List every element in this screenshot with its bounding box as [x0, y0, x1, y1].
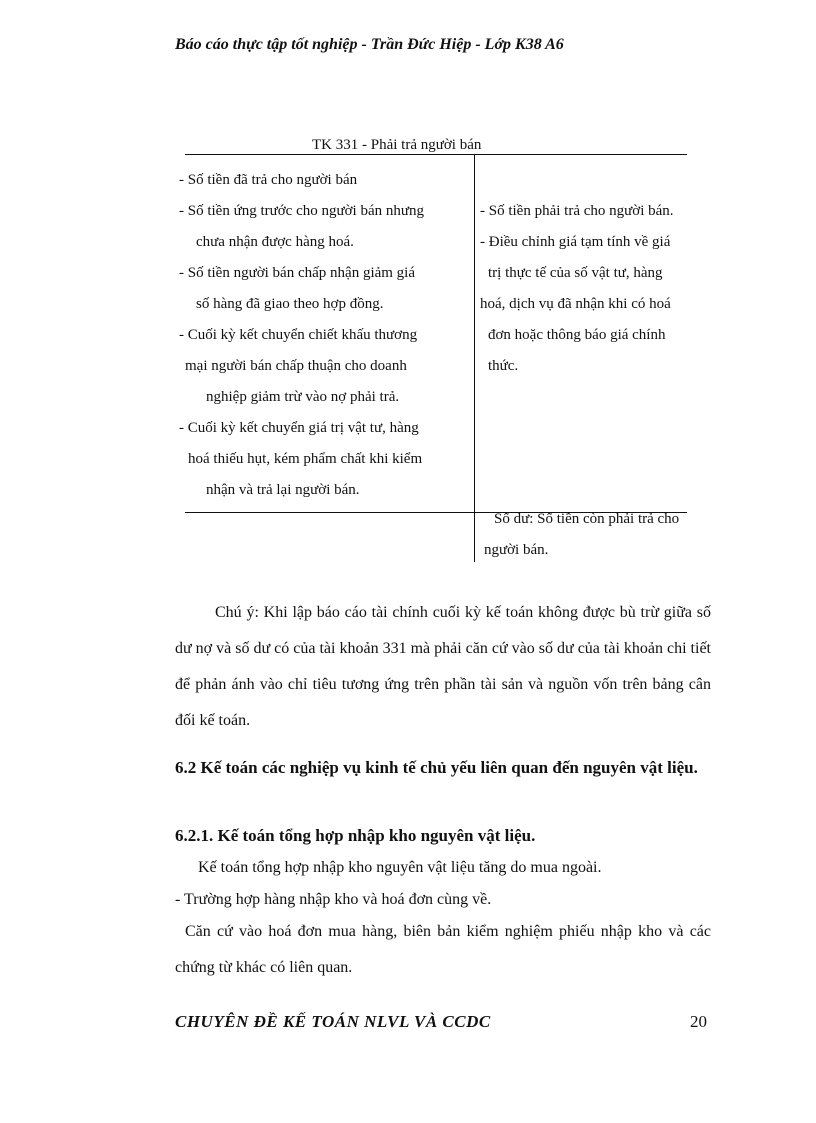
section-heading: 6.2 Kế toán các nghiệp vụ kinh tế chủ yếu liên quan đến nguyên vật liệu.: [175, 758, 698, 777]
credit-line: thức.: [488, 358, 519, 374]
page-number: 20: [690, 1012, 707, 1031]
debit-line: - Số tiền người bán chấp nhận giảm giá: [179, 265, 416, 281]
debit-line: - Cuối kỳ kết chuyển chiết khấu thương: [179, 327, 418, 343]
credit-line: - Điều chỉnh giá tạm tính về giá: [480, 234, 671, 250]
debit-line: nhận và trả lại người bán.: [206, 482, 360, 498]
credit-line: đơn hoặc thông báo giá chính: [488, 327, 666, 343]
body-paragraph: Căn cứ vào hoá đơn mua hàng, biên bản kiểm nghiệm phiếu nhập kho và các chứng từ khác có liên quan.: [175, 923, 711, 976]
credit-line: hoá, dịch vụ đã nhận khi có hoá: [480, 296, 671, 312]
balance-line: người bán.: [484, 542, 549, 558]
debit-line: chưa nhận được hàng hoá.: [196, 234, 354, 250]
balance-line: Số dư: Số tiền còn phải trả cho: [494, 511, 680, 527]
credit-line: - Số tiền phải trả cho người bán.: [480, 203, 674, 219]
account-divider: [474, 154, 475, 562]
debit-line: - Số tiền ứng trước cho người bán nhưng: [179, 203, 425, 219]
debit-line: số hàng đã giao theo hợp đồng.: [196, 296, 384, 312]
account-title: TK 331 - Phải trả người bán: [312, 137, 482, 153]
account-top-line: [185, 154, 687, 155]
debit-line: - Cuối kỳ kết chuyển giá trị vật tư, hàng: [179, 420, 419, 436]
body-line: - Trường hợp hàng nhập kho và hoá đơn cùng về.: [175, 891, 492, 908]
debit-side: [179, 165, 469, 506]
page-header: Báo cáo thực tập tốt nghiệp - Trần Đức Hiệp - Lớp K38 A6: [175, 36, 564, 53]
footer-title: CHUYÊN ĐỀ KẾ TOÁN NLVL VÀ CCDC: [175, 1012, 491, 1031]
debit-line: - Số tiền đã trả cho người bán: [179, 172, 358, 188]
body-line: Kế toán tổng hợp nhập kho nguyên vật liệu tăng do mua ngoài.: [198, 859, 602, 876]
balance-side: [484, 504, 720, 566]
credit-line: trị thực tế của số vật tư, hàng: [488, 265, 663, 281]
debit-line: nghiệp giảm trừ vào nợ phải trả.: [206, 389, 400, 405]
note-paragraph: Chú ý: Khi lập báo cáo tài chính cuối kỳ kế toán không được bù trừ giữa số dư nợ và số dư có của tài khoản 331 mà phải căn cứ vào số dư của tài khoản chi tiết để phản ánh vào chỉ tiêu tương ứng trên phần tài sản và nguồn vốn trên bảng cân đối kế toán.: [175, 604, 711, 729]
debit-line: hoá thiếu hụt, kém phẩm chất khi kiểm: [188, 451, 423, 467]
debit-line: mại người bán chấp thuận cho doanh: [185, 358, 407, 374]
credit-side: [480, 196, 716, 382]
subsection-heading: 6.2.1. Kế toán tổng hợp nhập kho nguyên vật liệu.: [175, 826, 536, 845]
